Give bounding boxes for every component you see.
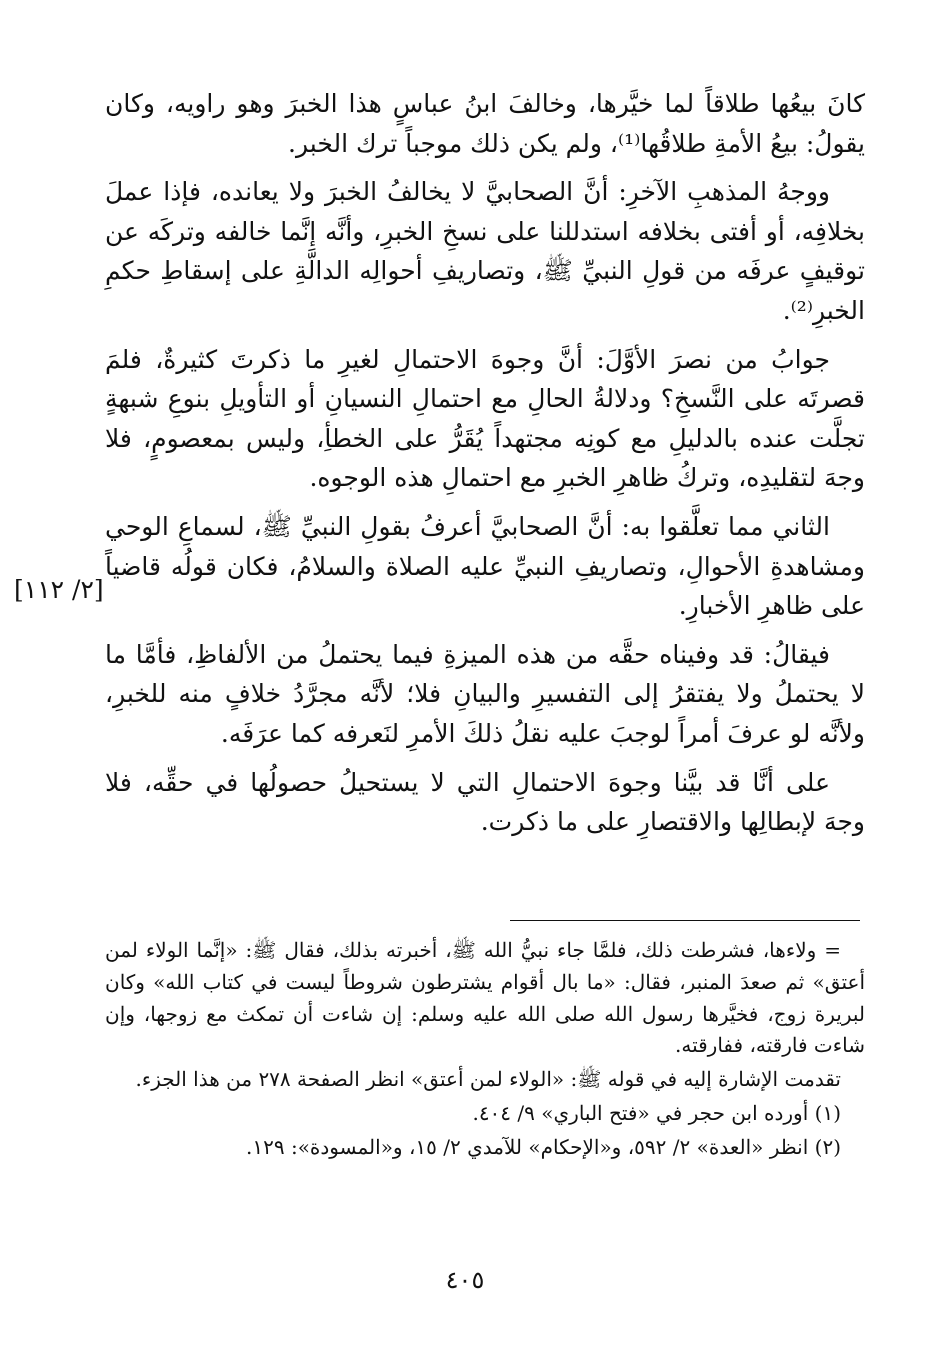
footnotes-block [105, 935, 865, 1166]
paragraph-4: الثاني مما تعلَّقوا به: أنَّ الصحابيَّ أعرفُ بقولِ النبيِّ ﷺ، لسماعِ الوحي ومشاهدةِ الأحوالِ، وتصاريفِ النبيِّ عليه الصلاة والسلامُ، فكان قولُه قاضياً على ظاهرِ الأخبارِ. [105, 511, 865, 621]
paragraph-1: كانَ بيعُها طلاقاً لما خيَّرها، وخالفَ ابنُ عباسٍ هذا الخبرَ وهو راويه، وكان يقولُ: بيعُ الأمةِ طلاقُها⁽¹⁾، ولم يكن ذلك موجباً ترك الخبر. [105, 89, 865, 158]
footnote-continuation: = ولاءها، فشرطت ذلك، فلمَّا جاء نبيُّ الله ﷺ، أخبرته بذلك، فقال ﷺ: «إنَّما الولاء لمن أعتق» ثم صعدَ المنبر، فقال: «ما بال أقوام يشترطون شروطاً ليست في كتاب الله» وكان لبريرة زوج، فخيَّرها رسول الله صلى الله عليه وسلم: إن شاءت أن تمكث مع زوجها، وإن شاءت فارقته، ففارقته. [105, 938, 865, 1058]
paragraph-6: على أنَّا قد بيَّنا وجوهَ الاحتمالِ التي لا يستحيلُ حصولُها في حقِّه، فلا وجهَ لإبطالِها والاقتصارِ على ما ذكرت. [105, 767, 865, 837]
footnote-continuation-note: تقدمت الإشارة إليه في قوله ﷺ: «الولاء لمن أعتق» انظر الصفحة ٢٧٨ من هذا الجزء. [135, 1067, 841, 1092]
footnote-separator [510, 920, 860, 921]
marginal-page-reference: [٢/ ١١٢] [14, 575, 104, 604]
footnote-2: (٢) انظر «العدة» ٢/ ٥٩٢، و«الإحكام» للآمدي ٢/ ١٥، و«المسودة»: ١٢٩. [246, 1134, 841, 1159]
main-text-block [105, 84, 865, 851]
page-number: ٤٠٥ [445, 1266, 485, 1294]
footnote-1: (١) أورده ابن حجر في «فتح الباري» ٩/ ٤٠٤. [472, 1100, 841, 1125]
paragraph-2: ووجهُ المذهبِ الآخرِ: أنَّ الصحابيَّ لا يخالفُ الخبرَ ولا يعانده، فإذا عملَ بخلافِه، أو أفتى بخلافه استدللنا على نسخِ الخبرِ، وأنَّه إنَّما خالفه وتركَه عن توقيفٍ عرفَه من قولِ النبيِّ ﷺ، وتصاريفِ أحوالِه الدالَّةِ على إسقاطِ حكمِ الخبرِ⁽²⁾. [105, 177, 865, 325]
paragraph-3: جوابُ من نصرَ الأوَّلَ: أنَّ وجوهَ الاحتمالِ لغيرِ ما ذكرتَ كثيرةٌ، فلمَ قصرتَه على النَّسخِ؟ ودلالةُ الحالِ مع احتمالِ النسيانِ أو التأويلِ بنوعِ شبهةٍ تجلَّت عنده بالدليلِ مع كونِه مجتهداً يُقَرُّ على الخطأِ، وليس بمعصومٍ، فلا وجهَ لتقليدِه، وتركُ ظاهرِ الخبرِ مع احتمالِ هذه الوجوه. [105, 344, 865, 493]
paragraph-5: فيقالُ: قد وفيناه حقَّه من هذه الميزةِ فيما يحتملُ من الألفاظِ، فأمَّا ما لا يحتملُ ولا يفتقرُ إلى التفسيرِ والبيانِ فلا؛ لأنَّه مجرَّدُ خلافٍ منه للخبرِ، ولأنَّه لو عرفَ أمراً لوجبَ عليه نقلُ ذلكَ الأمرِ لنَعرفه كما عرَفَه. [105, 639, 865, 748]
